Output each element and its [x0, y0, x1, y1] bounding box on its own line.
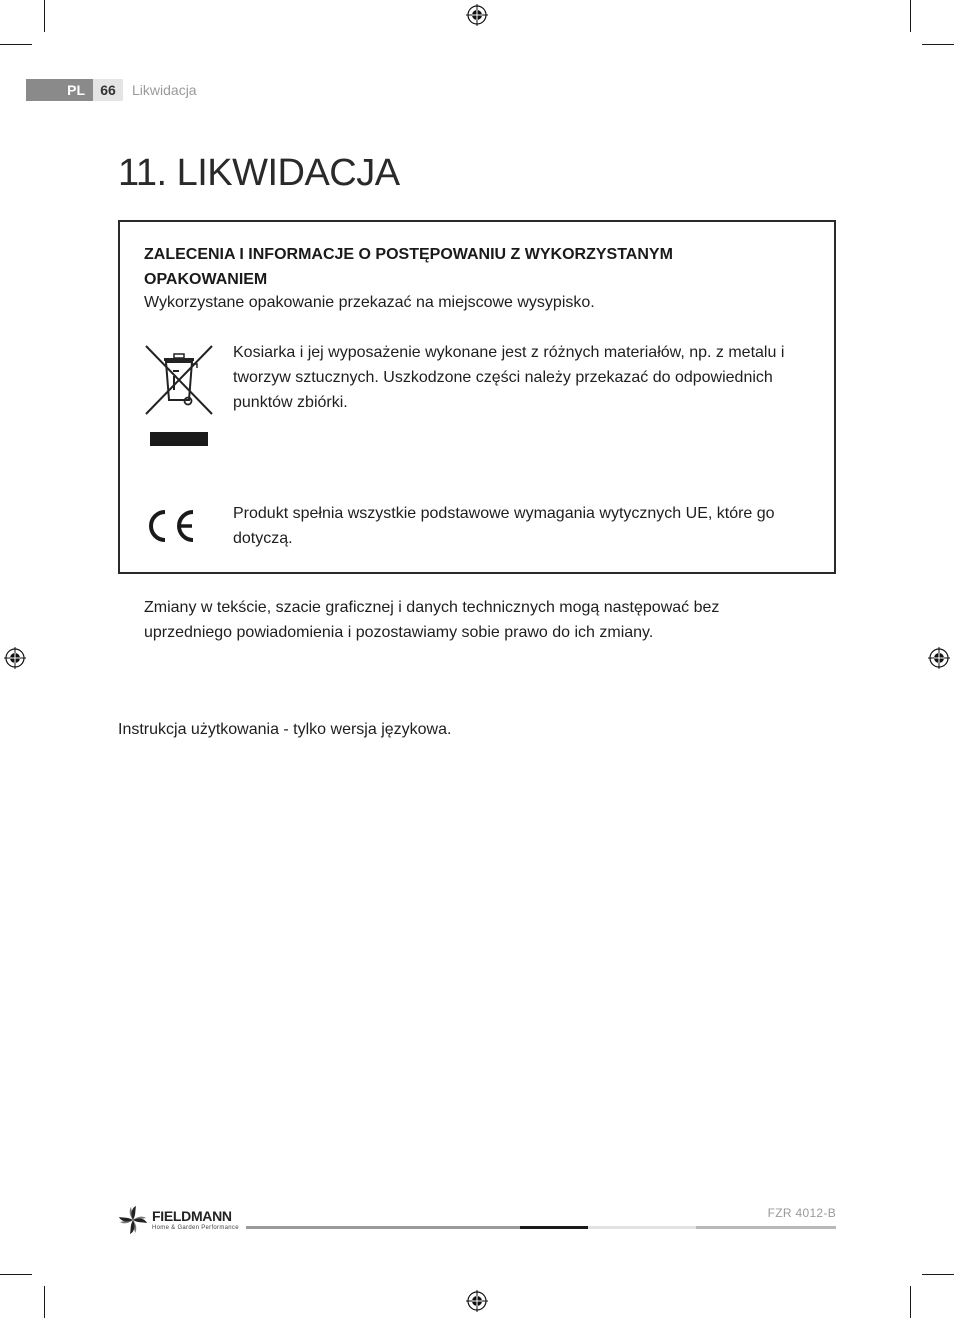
fieldmann-logo — [118, 1204, 248, 1236]
crop-mark — [44, 1286, 45, 1318]
section-name: Likwidacja — [132, 82, 197, 98]
crossed-out-wheelie-bin-icon — [142, 342, 216, 448]
packaging-text: Wykorzystane opakowanie przekazać na miejscowe wysypisko. — [144, 294, 595, 311]
page-number: 66 — [93, 79, 123, 101]
box-heading: ZALECENIA I INFORMACJE O POSTĘPOWANIU Z WYKORZYSTANYM OPAKOWANIEM — [144, 246, 673, 288]
model-number: FZR 4012-B — [767, 1206, 836, 1220]
footer-rule — [588, 1226, 696, 1229]
crop-mark — [922, 44, 954, 45]
footer-rule — [520, 1226, 588, 1229]
manual-language-note: Instrukcja użytkowania - tylko wersja językowa. — [118, 721, 452, 738]
ce-mark-icon — [144, 508, 196, 544]
fieldmann-swirl-logo — [118, 1205, 148, 1235]
logo-tagline: Home & Garden Performance — [152, 1224, 239, 1231]
registration-mark-icon — [466, 4, 488, 26]
changes-disclaimer: Zmiany w tekście, szacie graficznej i danych technicznych mogą następować bez uprzedniego powiadomienia i pozostawiamy sobie prawo do ich zmiany. — [144, 599, 720, 641]
crop-mark — [44, 0, 45, 32]
page-title: 11. LIKWIDACJA — [118, 152, 400, 194]
registration-mark-icon — [4, 647, 26, 669]
crop-mark — [922, 1274, 954, 1275]
footer-rule — [246, 1226, 520, 1229]
registration-mark-icon — [466, 1290, 488, 1312]
crop-mark — [0, 1274, 32, 1275]
registration-mark-icon — [928, 647, 950, 669]
ce-compliance-text: Produkt spełnia wszystkie podstawowe wymagania wytycznych UE, które go dotyczą. — [233, 505, 775, 547]
language-tab: PL — [26, 79, 93, 101]
disposal-info-box — [118, 220, 836, 574]
crop-mark — [910, 1286, 911, 1318]
footer-rule — [696, 1226, 836, 1229]
crop-mark — [0, 44, 32, 45]
logo-brand: FIELDMANN — [152, 1207, 232, 1224]
weee-disposal-text: Kosiarka i jej wyposażenie wykonane jest z różnych materiałów, np. z metalu i tworzyw sztucznych. Uszkodzone części należy przekazać do odpowiednich punktów zbiórki. — [233, 344, 785, 411]
crop-mark — [910, 0, 911, 32]
page-header — [26, 79, 197, 101]
